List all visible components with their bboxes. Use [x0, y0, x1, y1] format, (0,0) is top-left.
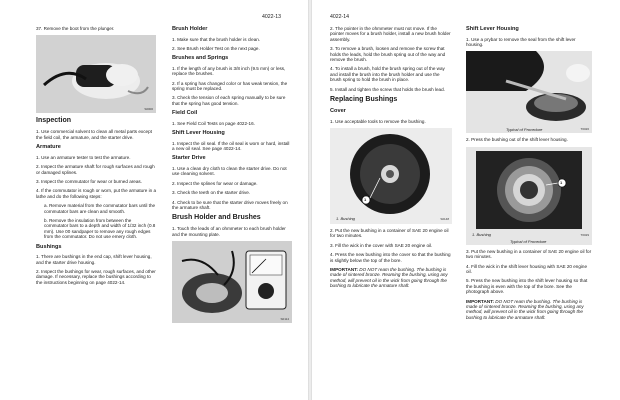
bushings-heading: Bushings [36, 243, 62, 250]
ohmmeter-photo [172, 241, 292, 323]
callout-marker: 1 [364, 196, 367, 202]
seal-removal-photo [466, 51, 592, 133]
bushing-press-photo [466, 147, 592, 245]
shift-lever-step-4: 4. Fill the wick in the shift lever housing with SAE 20 engine oil. [466, 263, 588, 274]
shift-lever-housing-step-1: 1. Inspect the oil seal. If the oil seal is worn or hard, install a new oil seal. See page 4022-14. [172, 140, 290, 152]
important-text: DO NOT ream the bushing. The bushing is made of sintered bronze. Reaming the bushing, using any method, will prevent oil in the wick from going through the bushing to lubricate the armature shaft. [466, 298, 584, 320]
shift-lever-housing-heading: Shift Lever Housing [172, 130, 225, 137]
cover-heading: Cover [330, 108, 346, 115]
starter-drive-heading: Starter Drive [172, 155, 206, 162]
cover-bushing-photo [330, 128, 452, 224]
left-column-2 [172, 26, 292, 327]
brush-holder-brushes-heading: Brush Holder and Brushes [172, 214, 261, 222]
boot-removal-photo-image [36, 35, 156, 113]
step-37: 37. Remove the boot from the plunger. [36, 26, 115, 31]
armature-step-4: 4. If the commutator is rough or worn, put the armature in a lathe and do the following steps: [36, 188, 157, 199]
starter-drive-step-2: 2. Inspect the splines for wear or damage. [172, 180, 258, 186]
armature-step-1: 1. Use an armature tester to test the armature. [36, 154, 131, 160]
shift-lever-step-2: 2. Press the bushing out of the shift lever housing. [466, 137, 568, 143]
bushings-step-1: 1. There are bushings in the end cap, shift lever housing, and the starter drive housing. [36, 254, 152, 265]
brush-step-3: 3. To remove a brush, loosen and remove the screw that holds the leads, hold the brush spring out of the way and remove the brush. [330, 46, 446, 63]
cover-step-3: 3. Fill the wick in the cover with SAE 20 engine oil. [330, 242, 433, 248]
shift-lever-step-3: 3. Put the new bushing in a container of SAE 20 engine oil for two minutes. [466, 248, 592, 260]
cover-step-2: 2. Put the new bushing in a container of SAE 20 engine oil for two minutes. [330, 227, 449, 239]
brushes-springs-step-3: 3. Check the tension of each spring manually to be sure that the spring has good tension. [172, 95, 286, 106]
page-number: 4022-13 [262, 14, 282, 20]
photo-caption: Typical of Procedure [506, 127, 543, 133]
brushes-springs-heading: Brushes and Springs [172, 55, 229, 62]
photo-code: T0029 [580, 232, 589, 237]
bushings-step-2: 2. Inspect the bushings for wear, rough surfaces, and other damage. If necessary, replace the bushings according to the instructions beginning on page 4022-14. [36, 268, 156, 285]
inspection-intro: 1. Use commercial solvent to clean all metal parts except the field coil, the armature, and the starter drive. [36, 129, 152, 140]
shift-lever-housing-heading: Shift Lever Housing [466, 26, 519, 32]
important-label: IMPORTANT: [466, 298, 494, 304]
callout-marker: 1 [560, 179, 563, 185]
brush-step-5: 5. Install and tighten the screw that holds the brush lead. [330, 86, 445, 92]
seal-removal-photo-image [466, 51, 592, 133]
brush-holder-step-2: 2. See Brush Holder Test on the next page. [172, 45, 260, 51]
field-coil-step-1: 1. See Field Coil Tests on page 4022-16. [172, 120, 255, 126]
left-column-1 [36, 26, 156, 289]
inspection-heading: Inspection [36, 117, 72, 125]
cover-step-4: 4. Press the new bushing into the cover so that the bushing is slightly below the top of the bore. [330, 252, 451, 263]
boot-removal-photo [36, 35, 156, 113]
field-coil-heading: Field Coil [172, 110, 198, 117]
right-column-1 [330, 26, 452, 293]
bushing-press-photo-image [466, 147, 592, 245]
brush-holder-brushes-step-1: 1. Touch the leads of an ohmmeter to each brush holder and the mounting plate. [172, 226, 286, 237]
left-page [0, 0, 308, 400]
starter-drive-step-3: 3. Check the teeth on the starter drive. [172, 190, 251, 196]
photo-code: S0000 [144, 107, 153, 112]
photo-code: T0026 [580, 127, 589, 132]
armature-step-2: 2. Inspect the armature shaft for rough surfaces and rough or damaged splines. [36, 164, 155, 175]
starter-drive-step-1: 1. Use a clean dry cloth to clean the starter drive. Do not use cleaning solvent. [172, 165, 287, 177]
cover-step-1: 1. Use acceptable tools to remove the bushing. [330, 118, 426, 124]
brush-step-2: 2. The pointer in the ohmmeter must not move. If the pointer moves for a brush holder, install a new brush holder assembly. [330, 26, 451, 42]
photo-caption: 1. Bushing [472, 231, 491, 237]
cover-bushing-photo-image [330, 128, 452, 224]
brushes-springs-step-1: 1. If the length of any brush is 3/8 inch (9.5 mm) or less, replace the brushes. [172, 65, 286, 77]
photo-code: S0114 [280, 317, 289, 322]
important-note [330, 267, 452, 289]
right-page [312, 0, 620, 400]
right-column-2 [466, 26, 592, 324]
armature-heading: Armature [36, 144, 61, 151]
brush-holder-step-1: 1. Make sure that the brush holder is clean. [172, 36, 261, 42]
important-text: DO NOT ream the bushing. The bushing is made of sintered bronze. Reaming the bushing, using any method, will prevent oil in the wick from going through the bushing to lubricate the armature shaft. [330, 267, 448, 289]
replacing-bushings-heading: Replacing Bushings [330, 96, 398, 104]
ohmmeter-photo-image [172, 241, 292, 323]
brush-holder-heading: Brush Holder [172, 26, 208, 32]
armature-step-3: 3. Inspect the commutator for wear or burned areas. [36, 178, 142, 184]
armature-step-4b: b. Remove the insulation from between the commutator bars to a depth and width of 1/32 inch (0.8 mm). Use 00 sandpaper to remove any rough edges from the commutator. Do not use emery cloth. [44, 217, 156, 240]
important-note [466, 299, 592, 321]
brushes-springs-step-2: 2. If a spring has changed color or has weak tension, the spring must be replaced. [172, 80, 288, 92]
photo-caption-typical: Typical of Procedure [510, 238, 547, 244]
brush-step-4: 4. To install a brush, hold the brush spring out of the way and install the brush into the brush holder and use the brush spring to hold the brush in place. [330, 66, 445, 83]
photo-caption: 1. Bushing [336, 215, 355, 221]
shift-lever-step-1: 1. Use a prybar to remove the seal from the shift lever housing. [466, 36, 576, 47]
page-number: 4022-14 [330, 14, 350, 20]
shift-lever-step-5: 5. Press the new bushing into the shift lever housing so that the bushing is even with the top of the bore. See the photograph above. [466, 278, 588, 295]
armature-step-4a: a. Remove material from the commutator bars until the commutator bars are clean and smooth. [44, 203, 156, 214]
starter-drive-step-4: 4. Check to be sure that the starter drive moves freely on the armature shaft. [172, 199, 288, 210]
photo-code: S0148 [440, 216, 449, 221]
important-label: IMPORTANT: [330, 267, 358, 272]
